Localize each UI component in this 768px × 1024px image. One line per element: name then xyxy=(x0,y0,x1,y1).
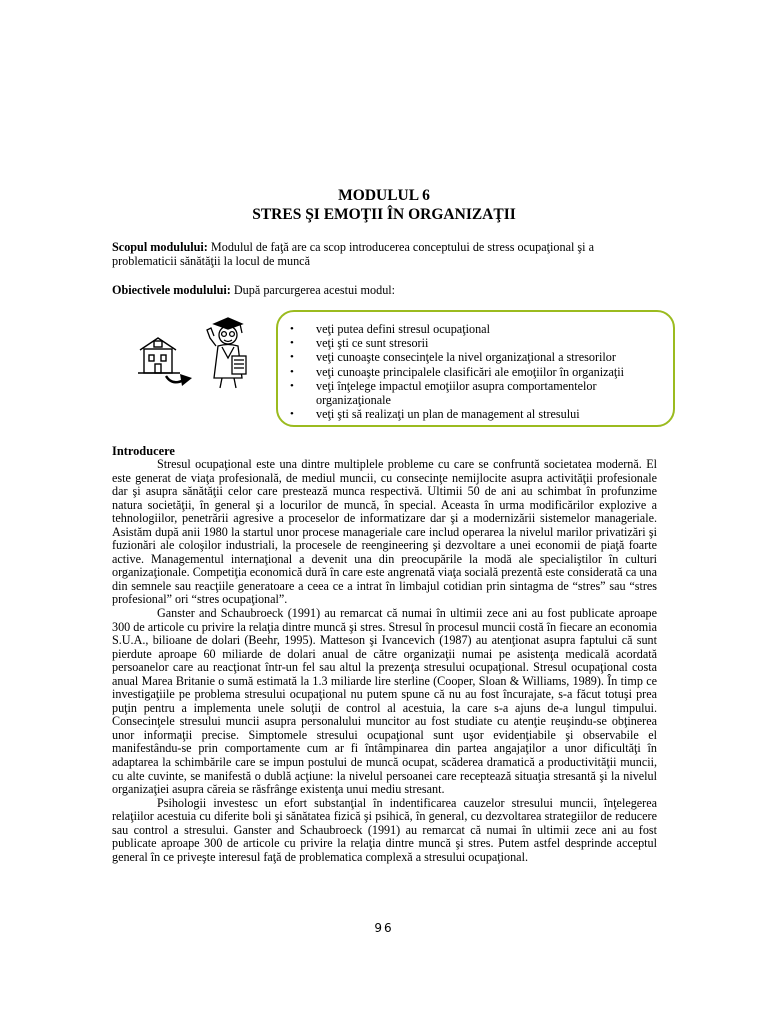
page-number: 96 xyxy=(374,921,394,935)
module-title: MODULUL 6 xyxy=(338,187,430,204)
body-paragraph: Ganster and Schaubroeck (1991) au remarcat că numai în ultimii zece ani au fost publicate aproape 300 de articole cu privire la relaţia dintre muncă şi stres. Stresul în procesul muncii costă în fiecare an economia S.U.A., bilioane de dolari (Beehr, 1995). Matteson şi Ivancevich (1987) au atenţionat asupra faptului că sunt pierdute aproape 60 miliarde de dolari anual de către organizaţii numai pe asistenţa medicală acordată persoanelor care au reacţionat într-un fel sau altul la prezenţa stresului ocupaţional. Stresul ocupaţional costa anual Marea Britanie o sumă estimată la 1.3 miliarde lire sterline (Cooper, Sloan & Williams, 1989). În timp ce investigaţiile pe problema stresului ocupaţional nu putem spune că nu au fost încurajate, s-a făcut totuşi prea puţin pentru a implementa unele soluţii de control al acestuia, la care s-a ajuns de-a lungul timpului. Consecinţele stresului muncii asupra personalului muncitor au fost studiate cu atenţie reuşindu-se obţinerea unor informaţii precise. Simptomele stresului ocupaţional sunt uşor evidenţiabile şi observabile el manifestându-se prin comportamente cum ar fi întâmpinarea din partea angajaţilor a unor dificultăţi în adaptarea la schimbările care se impun postului de muncă ocupat, scăderea dramatică a productivităţii muncii, cu alte cuvinte, se manifestă o dublă acţiune: la nivelul persoanei care receptează situaţia stresantă şi la nivelul organizaţiei asupra căreia se răsfrânge existenţa unui mediu stresant. xyxy=(112,606,657,797)
introduction-body xyxy=(112,458,657,864)
objectives-label: Obiectivele modulului: xyxy=(112,283,231,297)
graduate-icon xyxy=(207,318,246,388)
objective-item: • veţi şti ce sunt stresorii xyxy=(290,336,429,351)
bullet-icon: • xyxy=(290,365,294,378)
bullet-icon: • xyxy=(290,337,294,350)
scope-label: Scopul modulului: xyxy=(112,240,208,254)
bullet-icon: • xyxy=(290,323,294,335)
arrow-icon xyxy=(166,374,192,386)
house-and-graduate-illustration xyxy=(136,316,260,390)
objective-item: • veţi putea defini stresul ocupaţional xyxy=(290,322,490,336)
bullet-icon: • xyxy=(290,408,294,421)
body-paragraph: Stresul ocupaţional este una dintre multiplele probleme cu care se confruntă societatea modernă. El este generat de viaţa profesională, de mediul muncii, cu consecinţe nemijlocite asupra activităţii profesionale dar şi asupra sănătăţii celor care prestează munca respectivă. Ultimii 50 de ani au schimbat în profunzime natura societăţii, în general şi a locurilor de muncă, în special. Aceasta în urma modificărilor explozive a tehnologiilor, penetrării agresive a proceselor de informatizare dar şi a modernizării sistemelor manageriale. Asistăm după anii 1980 la startul unor procese manageriale care includ operarea la nivelul marilor privatizări şi fuzionări ale coloşilor industriali, la procesele de reengineering şi dezvoltare a unei economii de piaţă foarte active. Managementul internaţional a devenit una din preocupările la modă ale specialiştilor în culturi organizaţionale. Competiţia economică dură în care este angrenată viaţa socială prezentă este considerată ca una din semnele sau reacţiile generatoare a ceea ce a intrat în limbajul cotidian prin sintagma de “stres” sau “stres profesional” ori “stres ocupaţional”. xyxy=(112,457,657,607)
objective-item: • veţi înţelege impactul emoţiilor asupra comportamentelor organizaţionale xyxy=(290,378,597,408)
objectives-list xyxy=(290,322,665,421)
bullet-icon: • xyxy=(290,351,294,364)
bullet-icon: • xyxy=(290,379,294,392)
introduction-heading: Introducere xyxy=(112,444,175,458)
objectives-text: După parcurgerea acestui modul: xyxy=(230,283,396,297)
objective-item: • veţi cunoaşte consecinţele la nivel organizaţional a stresorilor xyxy=(290,350,616,365)
objective-item: • veţi şti să realizaţi un plan de management al stresului xyxy=(290,407,580,422)
objective-item: • veţi cunoaşte principalele clasificări ale emoţiilor în organizaţii xyxy=(290,364,625,379)
objectives-box xyxy=(276,310,675,427)
house-icon xyxy=(138,338,180,373)
scope-text: Modulul de faţă are ca scop introducerea conceptului de stress ocupaţional şi a problematicii sănătăţii la locul de muncă xyxy=(112,240,594,268)
module-scope xyxy=(112,241,657,268)
module-subtitle: STRES ŞI EMOŢII ÎN ORGANIZAŢII xyxy=(252,206,516,223)
module-objectives-intro xyxy=(112,284,657,298)
body-paragraph: Psihologii investesc un efort substanţial în indentificarea cauzelor stresului muncii, înţelegerea relaţiilor acestuia cu diferite boli şi sănătatea fizică şi psihică, în general, cu dezvoltarea strategiilor de reducere sau control a stresului. Ganster and Schaubroeck (1991) au remarcat că numai în ultimii zece ani au fost publicate aproape 300 de articole cu privire la relaţia dintre muncă şi stres. Putem astfel desprinde acceptul general în ce priveşte interesul faţă de problematica complexă a stresului ocupaţional. xyxy=(112,795,657,864)
